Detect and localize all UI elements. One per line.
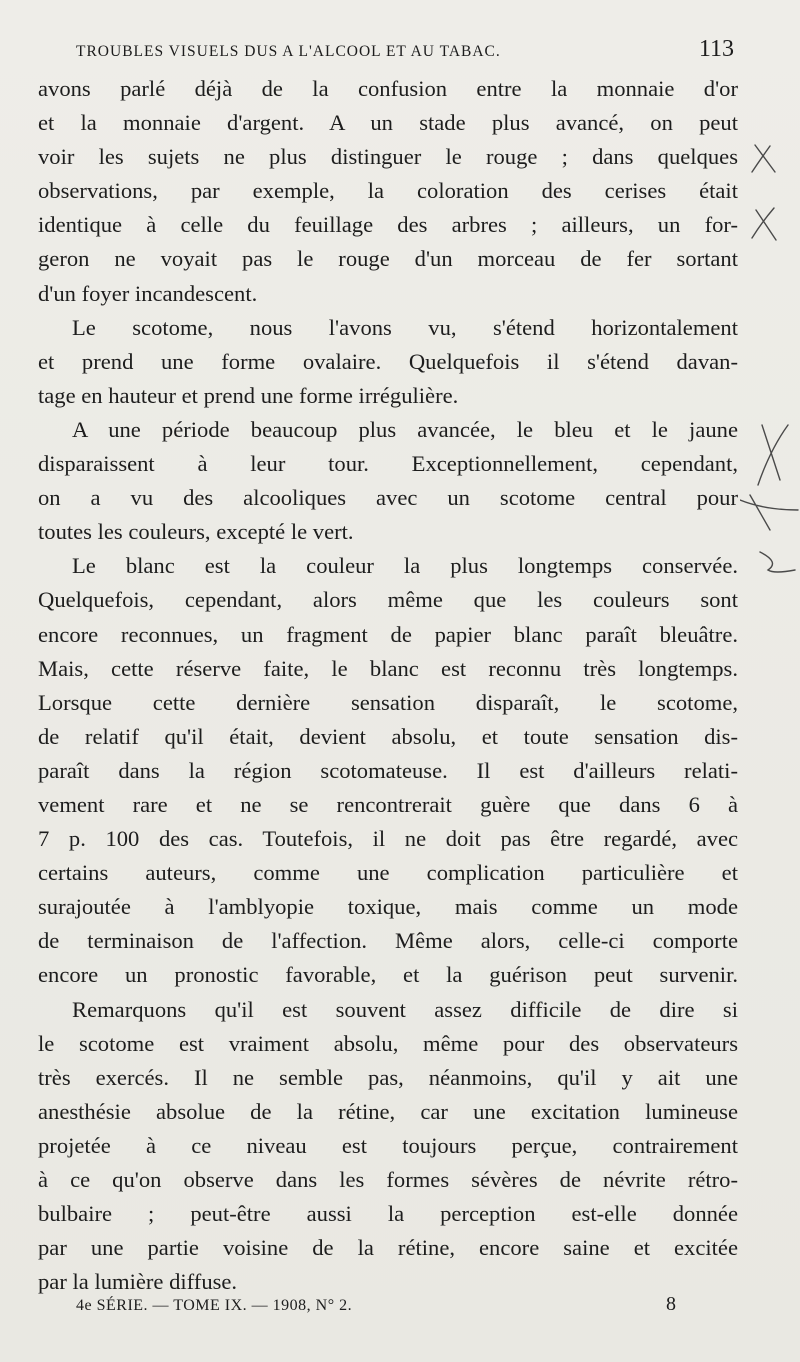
paragraph-first-line: A une période beaucoup plus avancée, le bleu et le jaune: [72, 416, 738, 442]
text-line: surajoutée à l'amblyopie toxique, mais comme un mode: [38, 894, 738, 920]
text-line: de relatif qu'il était, devient absolu, et toute sensation dis-: [38, 723, 738, 749]
body-text: [38, 72, 738, 1299]
pencil-marks: [740, 145, 798, 572]
text-line: avons parlé déjà de la confusion entre la monnaie d'or: [38, 76, 738, 101]
pencil-cross-mark: [752, 208, 776, 240]
pencil-cross-mark: [758, 425, 788, 485]
text-line: encore reconnues, un fragment de papier blanc paraît bleuâtre.: [38, 621, 738, 647]
running-title: TROUBLES VISUELS DUS A L'ALCOOL ET AU TABAC.: [76, 43, 501, 60]
text-line: d'un foyer incandescent.: [38, 280, 258, 306]
text-line: Mais, cette réserve faite, le blanc est reconnu très longtemps.: [38, 655, 738, 681]
text-line: tage en hauteur et prend une forme irrégulière.: [38, 382, 459, 408]
text-line: bulbaire ; peut-être aussi la perception est-elle donnée: [38, 1201, 738, 1227]
text-line: par la lumière diffuse.: [38, 1269, 238, 1295]
text-line: on a vu des alcooliques avec un scotome central pour: [38, 485, 738, 511]
pencil-cross-mark: [740, 495, 798, 530]
text-line: voir les sujets ne plus distinguer le rouge ; dans quelques: [38, 144, 738, 170]
text-line: observations, par exemple, la coloration des cerises était: [38, 178, 738, 204]
paragraph-first-line: Le blanc est la couleur la plus longtemps conservée.: [72, 553, 738, 579]
text-line: Quelquefois, cependant, alors même que les couleurs sont: [38, 587, 738, 613]
text-line: toutes les couleurs, excepté le vert.: [38, 519, 354, 545]
paragraph-first-line: Remarquons qu'il est souvent assez difficile de dire si: [72, 996, 738, 1022]
text-line: le scotome est vraiment absolu, même pour des observateurs: [38, 1030, 738, 1056]
text-line: identique à celle du feuillage des arbres ; ailleurs, un for-: [38, 212, 738, 238]
text-line: et la monnaie d'argent. A un stade plus avancé, on peut: [38, 110, 738, 136]
text-line: projetée à ce niveau est toujours perçue, contrairement: [38, 1132, 738, 1158]
text-line: Lorsque cette dernière sensation disparaît, le scotome,: [38, 689, 738, 715]
text-line: paraît dans la région scotomateuse. Il est d'ailleurs relati-: [38, 757, 738, 783]
pencil-bracket-mark: [760, 552, 795, 572]
text-line: encore un pronostic favorable, et la guérison peut survenir.: [38, 962, 738, 988]
text-line: disparaissent à leur tour. Exceptionnellement, cependant,: [38, 451, 738, 477]
margin-annotations: [740, 100, 800, 600]
text-line: certains auteurs, comme une complication particulière et: [38, 860, 738, 886]
text-line: de terminaison de l'affection. Même alors, celle-ci comporte: [38, 928, 738, 954]
printer-signature: 4e SÉRIE. — TOME IX. — 1908, N° 2.: [76, 1297, 353, 1314]
text-line: anesthésie absolue de la rétine, car une excitation lumineuse: [38, 1098, 738, 1124]
text-line: et prend une forme ovalaire. Quelquefois il s'étend davan-: [38, 348, 738, 374]
page-footer: [76, 1293, 676, 1323]
text-line: geron ne voyait pas le rouge d'un morceau de fer sortant: [38, 246, 738, 272]
page-number: 113: [698, 36, 734, 62]
text-line: 7 p. 100 des cas. Toutefois, il ne doit pas être regardé, avec: [38, 826, 738, 852]
text-line: à ce qu'on observe dans les formes sévères de névrite rétro-: [38, 1167, 738, 1192]
sheet-number: 8: [666, 1293, 676, 1315]
text-line: par une partie voisine de la rétine, encore saine et excitée: [38, 1235, 738, 1261]
text-line: très exercés. Il ne semble pas, néanmoins, qu'il y ait une: [38, 1064, 738, 1090]
text-line: vement rare et ne se rencontrerait guère que dans 6 à: [38, 791, 738, 817]
page-header: [76, 36, 734, 62]
paragraph-first-line: Le scotome, nous l'avons vu, s'étend horizontalement: [72, 314, 738, 340]
pencil-cross-mark: [752, 145, 775, 172]
